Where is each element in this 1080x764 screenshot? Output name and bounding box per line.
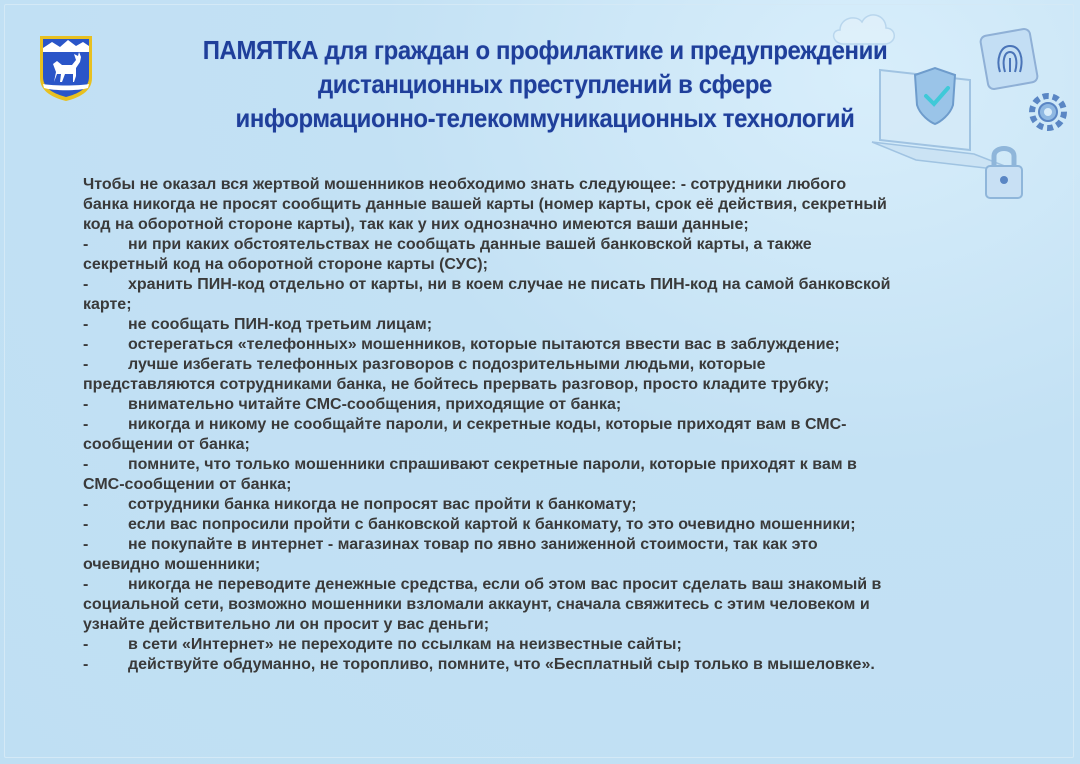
bullet-dash: - — [83, 496, 89, 513]
memo-body — [83, 175, 993, 675]
memo-line-text: никогда не переводите денежные средства, если об этом вас просит сделать ваш знакомый в — [128, 576, 882, 593]
memo-line — [83, 455, 993, 475]
memo-line-text: не покупайте в интернет - магазинах товар по явно заниженной стоимости, так как это — [128, 536, 818, 553]
memo-line-text: очевидно мошенники; — [83, 556, 261, 573]
memo-line — [83, 655, 993, 675]
title-line: информационно-телекоммуникационных технологий — [235, 103, 855, 133]
fingerprint-icon — [980, 28, 1039, 90]
memo-line — [83, 215, 993, 235]
memo-line — [83, 195, 993, 215]
memo-line-text: внимательно читайте СМС-сообщения, приходящие от банка; — [128, 396, 622, 413]
memo-line-text: не сообщать ПИН-код третьим лицам; — [128, 316, 433, 333]
memo-line — [83, 355, 993, 375]
memo-line-text: действуйте обдуманно, не торопливо, помните, что «Бесплатный сыр только в мышеловке». — [128, 656, 875, 673]
bullet-dash: - — [83, 456, 89, 473]
title-line: дистанционных преступлений в сфере — [317, 69, 773, 99]
bullet-dash: - — [83, 396, 89, 413]
memo-line — [83, 335, 993, 355]
memo-line — [83, 535, 993, 555]
memo-line — [83, 315, 993, 335]
memo-line — [83, 395, 993, 415]
memo-line-text: ни при каких обстоятельствах не сообщать данные вашей банковской карты, а также — [128, 236, 812, 253]
bullet-dash: - — [83, 276, 89, 293]
memo-line-text: остерегаться «телефонных» мошенников, которые пытаются ввести вас в заблуждение; — [128, 336, 840, 353]
memo-line-text: в сети «Интернет» не переходите по ссылкам на неизвестные сайты; — [128, 636, 682, 653]
memo-line-text: сообщении от банка; — [83, 436, 250, 453]
memo-line-text: если вас попросили пройти с банковской картой к банкомату, то это очевидно мошенники; — [128, 516, 856, 533]
memo-line — [83, 175, 993, 195]
bullet-dash: - — [83, 656, 89, 673]
memo-line — [83, 575, 993, 595]
gear-icon — [1032, 96, 1064, 128]
memo-line-text: хранить ПИН-код отдельно от карты, ни в коем случае не писать ПИН-код на самой банковской — [128, 276, 891, 293]
coat-of-arms-deer-emblem — [38, 34, 94, 102]
bullet-dash: - — [83, 636, 89, 653]
bullet-dash: - — [83, 416, 89, 433]
bullet-dash: - — [83, 576, 89, 593]
memo-line — [83, 295, 993, 315]
bullet-dash: - — [83, 356, 89, 373]
memo-line-text: узнайте действительно ли он просит у вас деньги; — [83, 616, 490, 633]
memo-line — [83, 495, 993, 515]
memo-line — [83, 235, 993, 255]
memo-line — [83, 435, 993, 455]
memo-line — [83, 635, 993, 655]
page-title — [154, 33, 936, 135]
bullet-dash: - — [83, 236, 89, 253]
title-line: ПАМЯТКА для граждан о профилактике и предупреждении — [202, 35, 888, 65]
memo-line-text: секретный код на оборотной стороне карты (СУС); — [83, 256, 488, 273]
bullet-dash: - — [83, 516, 89, 533]
memo-line-text: Чтобы не оказал вся жертвой мошенников необходимо знать следующее: - сотрудники любого — [83, 176, 847, 193]
memo-line — [83, 375, 993, 395]
memo-line — [83, 475, 993, 495]
memo-line — [83, 255, 993, 275]
memo-line-text: социальной сети, возможно мошенники взломали аккаунт, сначала свяжитесь с этим человеком и — [83, 596, 870, 613]
memo-line-text: код на оборотной стороне карты), так как у них однозначно имеются ваши данные; — [83, 216, 749, 233]
memo-line-text: СМС-сообщении от банка; — [83, 476, 292, 493]
memo-line-text: карте; — [83, 296, 132, 313]
memo-line — [83, 415, 993, 435]
memo-line-text: лучше избегать телефонных разговоров с подозрительными людьми, которые — [128, 356, 766, 373]
memo-line — [83, 275, 993, 295]
memo-line — [83, 515, 993, 535]
memo-line-text: сотрудники банка никогда не попросят вас пройти к банкомату; — [128, 496, 637, 513]
memo-line-text: помните, что только мошенники спрашивают секретные пароли, которые приходят к вам в — [128, 456, 857, 473]
memo-line — [83, 555, 993, 575]
bullet-dash: - — [83, 316, 89, 333]
memo-line — [83, 615, 993, 635]
memo-line-text: представляются сотрудниками банка, не бойтесь прервать разговор, просто кладите трубку; — [83, 376, 830, 393]
bullet-dash: - — [83, 536, 89, 553]
memo-line-text: никогда и никому не сообщайте пароли, и секретные коды, которые приходят вам в СМС- — [128, 416, 847, 433]
memo-line — [83, 595, 993, 615]
bullet-dash: - — [83, 336, 89, 353]
memo-line-text: банка никогда не просят сообщить данные вашей карты (номер карты, срок её действия, секретный — [83, 196, 887, 213]
